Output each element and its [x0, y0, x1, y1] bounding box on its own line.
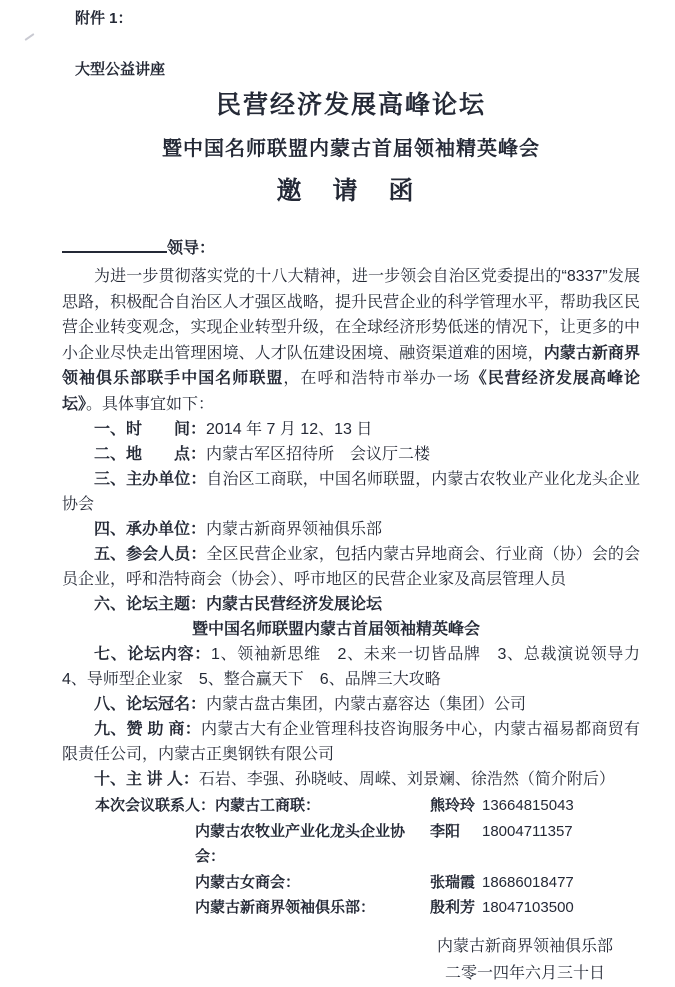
item-speakers-label: 十、主 讲 人：	[94, 771, 199, 788]
intro-paragraph-text-2: ，在呼和浩特市举办一场	[283, 370, 471, 387]
signature-date: 二零一四年六月三十日	[444, 964, 605, 982]
item-time-value: 2014 年 7 月 12、13 日	[206, 421, 373, 438]
item-sponsors	[62, 717, 640, 767]
contact-phone: 13664815043	[482, 797, 574, 814]
contact-org: 内蒙古新商界领袖俱乐部：	[195, 899, 376, 916]
item-attendees-label: 五、参会人员：	[94, 546, 207, 563]
item-location-label: 二、地 点：	[94, 446, 207, 463]
item-time	[62, 417, 640, 442]
contact-name: 张瑞霞	[430, 873, 476, 891]
salutation-line	[62, 236, 640, 260]
contact-phone: 18004711357	[482, 822, 573, 840]
item-theme-value: 内蒙古民营经济发展论坛	[206, 596, 383, 613]
intro-paragraph-bold-forum-name: 《民营经济发展高峰论坛》	[62, 370, 640, 413]
contact-section	[62, 793, 640, 921]
item-sponsors-value: 内蒙古大有企业管理科技咨询服务中心，内蒙古福易都商贸有限责任公司，内蒙古正奥钢铁有限公司	[62, 721, 640, 763]
contact-phone: 18047103500	[482, 899, 574, 916]
item-content-value: 1、领袖新思维 2、未来一切皆品牌 3、总裁演说领导力 4、导师型企业家 5、整合赢天下 6、品牌三大攻略	[62, 646, 657, 688]
item-speakers-value: 石岩、李强、孙晓岐、周嵘、刘景斓、徐浩然（简介附后）	[198, 771, 615, 788]
contact-row-xinshangjie	[62, 895, 640, 921]
contact-org: 内蒙古工商联：	[215, 797, 321, 814]
item-host-value: 自治区工商联，中国名师联盟，内蒙古农牧业产业化龙头企业协会	[62, 471, 640, 513]
intro-paragraph-bold-organizers: 内蒙古新商界领袖俱乐部联手中国名师联盟	[62, 344, 640, 387]
item-naming-sponsor-value: 内蒙古盘古集团，内蒙古嘉容达（集团）公司	[206, 696, 527, 713]
item-naming-sponsor-label: 八、论坛冠名：	[94, 696, 207, 713]
signature-org: 内蒙古新商界领袖俱乐部	[436, 937, 613, 955]
scan-artifact-mark	[24, 33, 34, 41]
item-organizer	[62, 517, 640, 542]
contact-name: 殷利芳	[430, 899, 476, 916]
item-naming-sponsor	[62, 692, 640, 717]
item-theme-line2: 暨中国名师联盟内蒙古首届领袖精英峰会	[192, 621, 481, 638]
item-attendees-value: 全区民营企业家，包括内蒙古异地商会、行业商（协）会的会员企业，呼和浩特商会（协会）、呼市地区的民营企业家及高层管理人员	[62, 546, 640, 588]
contact-lead	[95, 793, 430, 819]
contact-row-nongmuye	[62, 819, 640, 870]
contact-org: 内蒙古女商会：	[195, 873, 301, 891]
item-host-label: 三、主办单位：	[94, 471, 207, 488]
item-organizer-value: 内蒙古新商界领袖俱乐部	[206, 521, 383, 538]
contact-name: 李阳	[430, 822, 461, 840]
recipient-blank-underline	[62, 236, 167, 253]
item-content	[62, 642, 657, 692]
contact-row-nvshanghui	[62, 870, 640, 896]
contact-name: 熊玲玲	[430, 797, 476, 814]
signature-block	[437, 933, 613, 987]
document-title-main: 民营经济发展高峰论坛	[215, 91, 486, 119]
invitation-heading: 邀 请 函	[276, 177, 426, 205]
item-organizer-label: 四、承办单位：	[94, 521, 207, 538]
item-speakers	[62, 767, 640, 792]
contact-phone: 18686018477	[482, 873, 574, 891]
item-sponsors-label: 九、赞 助 商：	[94, 721, 202, 738]
intro-paragraph-text-1: 为进一步贯彻落实党的十八大精神，进一步领会自治区党委提出的“8337”发展思路，积极配合自治区人才强区战略，提升民营企业的科学管理水平，帮助我区民营企业转变观念，实现企业转型升级，在全球经济形势低迷的情况下，让更多的中小企业尽快走出管理困境、人才队伍建设困境、融资渠道难的困境，	[62, 268, 640, 362]
lecture-type-label: 大型公益讲座	[75, 61, 166, 78]
item-location	[62, 442, 640, 467]
contact-intro-label: 本次会议联系人：	[95, 797, 216, 814]
attachment-label: 附件 1：	[75, 10, 133, 27]
document-title-sub: 暨中国名师联盟内蒙古首届领袖精英峰会	[162, 138, 540, 160]
item-theme	[62, 592, 640, 617]
contact-org: 内蒙古农牧业产业化龙头企业协会：	[195, 822, 406, 865]
item-host	[62, 467, 640, 517]
item-content-label: 七、论坛内容：	[94, 646, 211, 663]
salutation-label: 领导：	[167, 240, 216, 257]
item-theme-label: 六、论坛主题：	[94, 596, 207, 613]
item-time-label: 一、时 间：	[94, 421, 207, 438]
intro-paragraph	[62, 264, 640, 417]
item-location-value: 内蒙古军区招待所 会议厅二楼	[206, 446, 431, 463]
item-attendees	[62, 542, 640, 592]
intro-paragraph-text-3: 。具体事宜如下：	[86, 395, 215, 413]
contact-row-gongshanglian	[62, 793, 640, 819]
